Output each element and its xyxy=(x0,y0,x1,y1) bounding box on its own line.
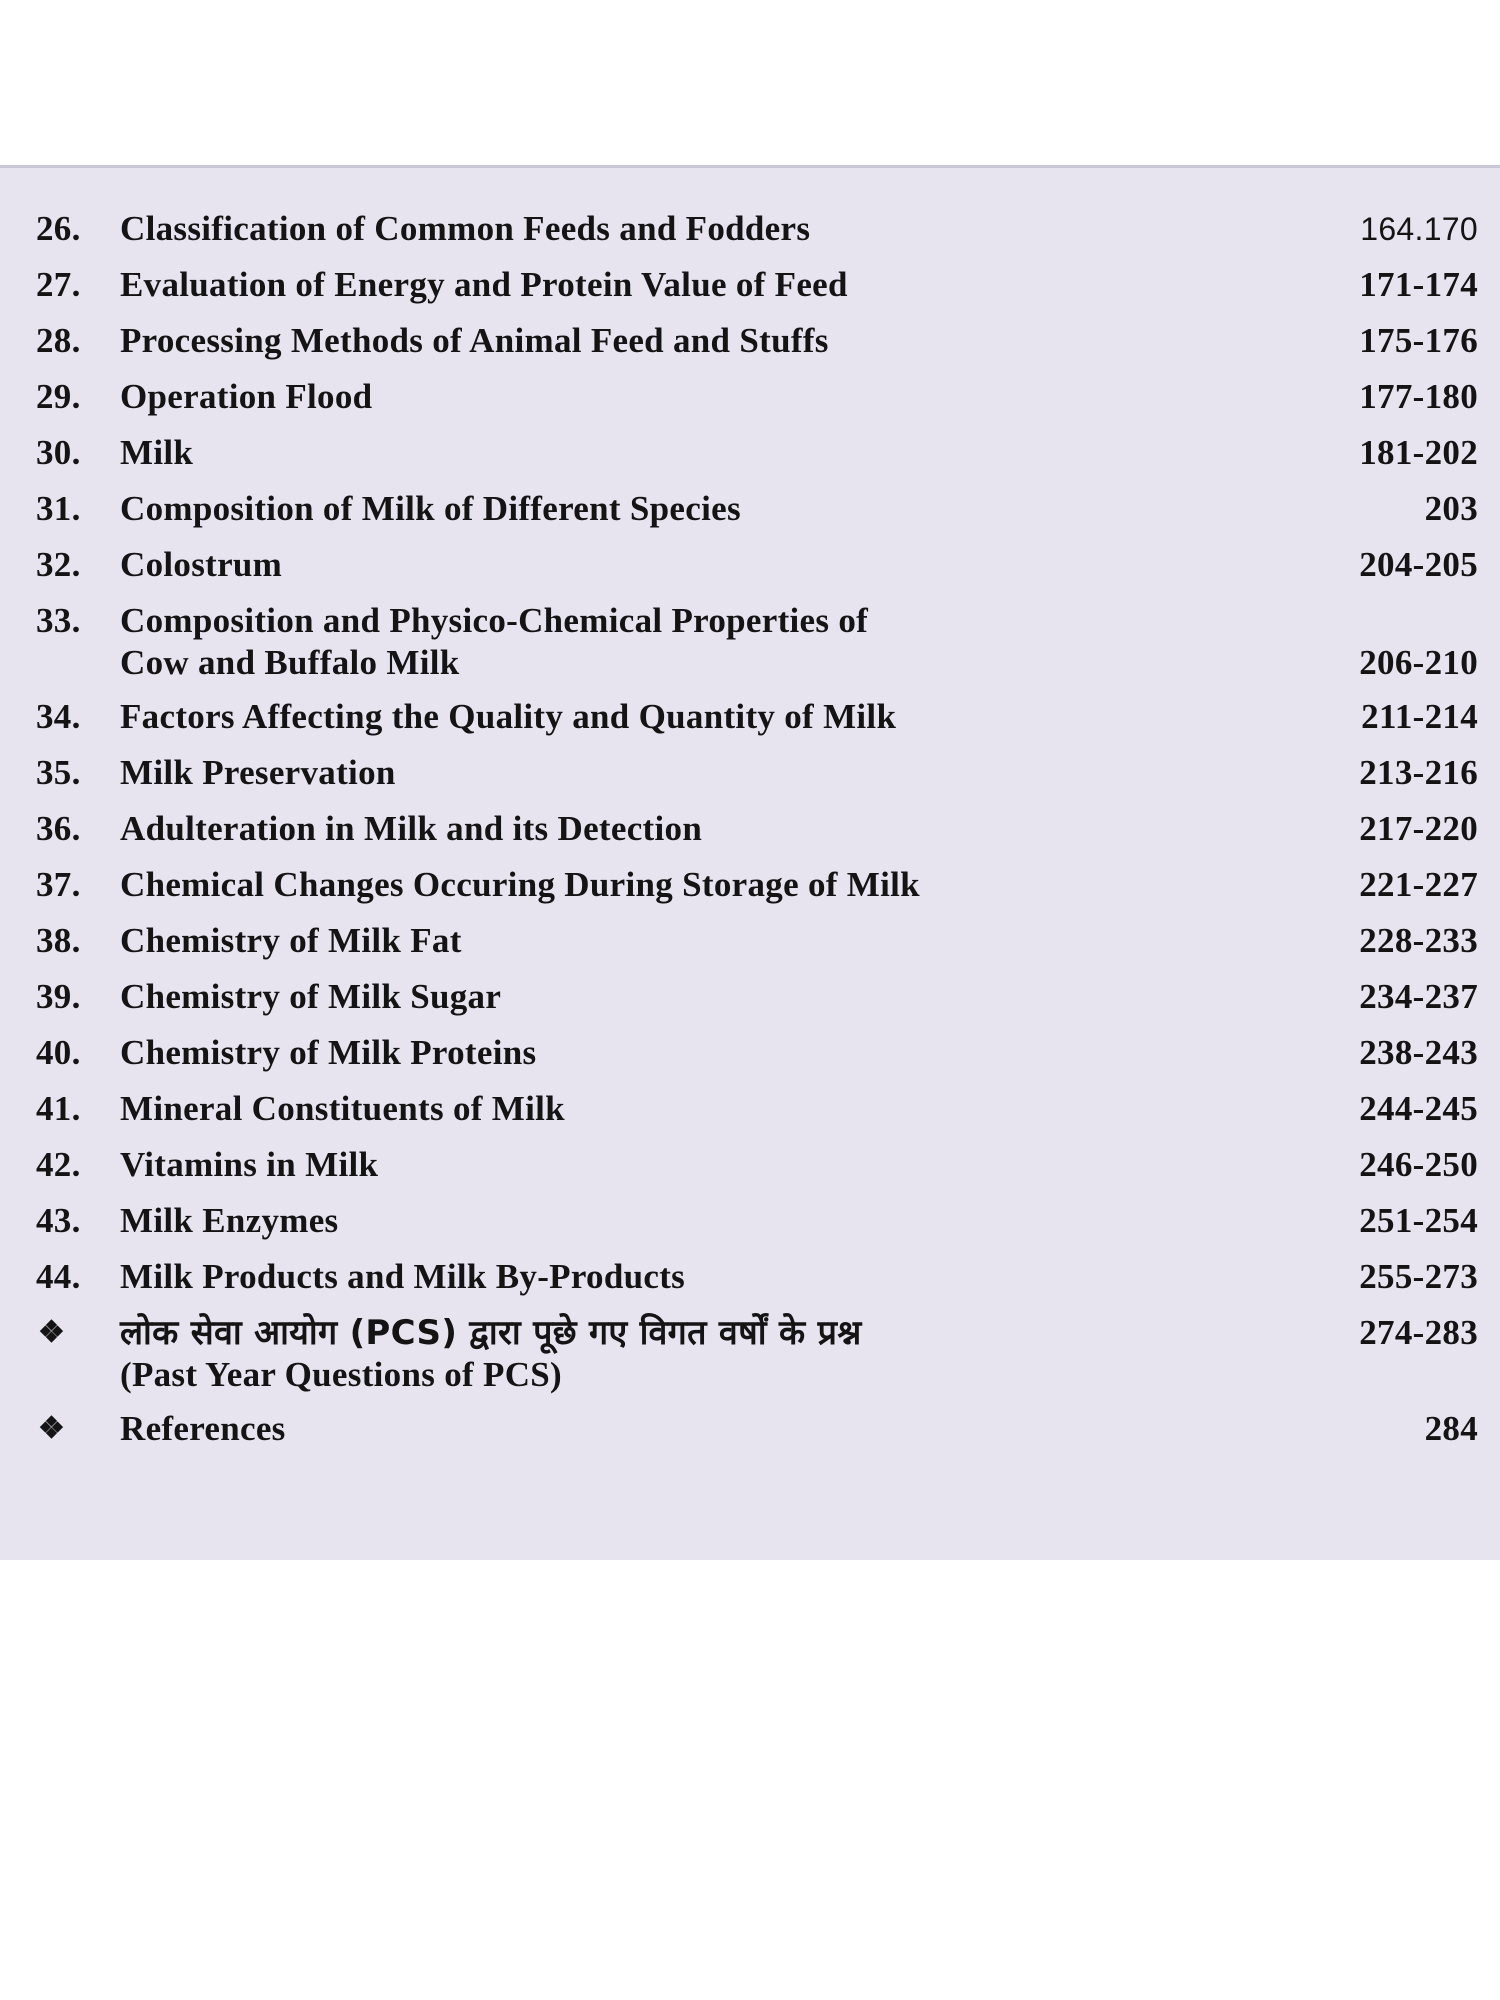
entry-pages: 274-283 xyxy=(1359,1313,1478,1352)
entry-title-english: (Past Year Questions of PCS) xyxy=(120,1355,562,1394)
entry-pages: 181-202 xyxy=(1359,433,1478,472)
entry-number: 43. xyxy=(36,1201,81,1240)
entry-pages: 255-273 xyxy=(1359,1257,1478,1296)
entry-title: Chemistry of Milk Proteins xyxy=(120,1033,537,1072)
toc-entry-36 xyxy=(0,808,1500,864)
entry-title: Evaluation of Energy and Protein Value of Feed xyxy=(120,265,848,304)
toc-entry-37 xyxy=(0,864,1500,920)
entry-pages: 234-237 xyxy=(1359,977,1478,1016)
entry-pages: 238-243 xyxy=(1359,1033,1478,1072)
diamond-bullet-icon: ❖ xyxy=(38,1316,66,1349)
toc-entry-35 xyxy=(0,752,1500,808)
toc-entry-26 xyxy=(0,208,1500,264)
entry-number: 39. xyxy=(36,977,81,1016)
toc-entry-42 xyxy=(0,1144,1500,1200)
entry-number: 29. xyxy=(36,377,81,416)
entry-title: Adulteration in Milk and its Detection xyxy=(120,809,703,848)
entry-pages: 251-254 xyxy=(1359,1201,1478,1240)
entry-number: 41. xyxy=(36,1089,81,1128)
entry-pages: 206-210 xyxy=(1359,643,1478,682)
entry-title: References xyxy=(120,1409,286,1448)
entry-title-line-1: Composition and Physico-Chemical Properties of xyxy=(120,601,869,640)
entry-number: 40. xyxy=(36,1033,81,1072)
diamond-bullet-icon: ❖ xyxy=(38,1412,66,1445)
toc-entry-pcs-questions xyxy=(0,1312,1500,1408)
entry-number: 42. xyxy=(36,1145,81,1184)
entry-title: Milk Enzymes xyxy=(120,1201,339,1240)
entry-number: 35. xyxy=(36,753,81,792)
entry-title: Factors Affecting the Quality and Quantity of Milk xyxy=(120,697,897,736)
entry-number: 31. xyxy=(36,489,81,528)
entry-pages: 211-214 xyxy=(1361,697,1478,736)
entry-title-line-2: Cow and Buffalo Milk xyxy=(120,643,460,682)
entry-number: 33. xyxy=(36,601,81,640)
entry-title xyxy=(120,600,1180,684)
entry-pages: 228-233 xyxy=(1359,921,1478,960)
entry-pages: 244-245 xyxy=(1359,1089,1478,1128)
entry-title: Operation Flood xyxy=(120,377,373,416)
entry-pages: 213-216 xyxy=(1359,753,1478,792)
entry-number: 28. xyxy=(36,321,81,360)
toc-entry-30 xyxy=(0,432,1500,488)
entry-title: Classification of Common Feeds and Fodders xyxy=(120,209,811,248)
toc-entry-32 xyxy=(0,544,1500,600)
entry-number: 30. xyxy=(36,433,81,472)
entry-pages: 164.170 xyxy=(1360,211,1478,247)
toc-entry-29 xyxy=(0,376,1500,432)
entry-pages: 246-250 xyxy=(1359,1145,1478,1184)
entry-number: 26. xyxy=(36,209,81,248)
entry-number: 44. xyxy=(36,1257,81,1296)
entry-pages: 175-176 xyxy=(1359,321,1478,360)
entry-title: Milk Products and Milk By-Products xyxy=(120,1257,686,1296)
table-of-contents xyxy=(0,208,1500,1464)
toc-entry-39 xyxy=(0,976,1500,1032)
entry-title: Mineral Constituents of Milk xyxy=(120,1089,565,1128)
scanned-page xyxy=(0,165,1500,1560)
entry-pages: 171-174 xyxy=(1359,265,1478,304)
toc-entry-44 xyxy=(0,1256,1500,1312)
entry-title: Milk Preservation xyxy=(120,753,396,792)
toc-entry-28 xyxy=(0,320,1500,376)
toc-entry-31 xyxy=(0,488,1500,544)
entry-title: Vitamins in Milk xyxy=(120,1145,379,1184)
entry-number: 37. xyxy=(36,865,81,904)
toc-entry-33 xyxy=(0,600,1500,696)
entry-pages: 203 xyxy=(1424,489,1478,528)
entry-title: Colostrum xyxy=(120,545,283,584)
entry-number: 36. xyxy=(36,809,81,848)
entry-title: Chemistry of Milk Sugar xyxy=(120,977,502,1016)
toc-entry-38 xyxy=(0,920,1500,976)
entry-number: 34. xyxy=(36,697,81,736)
toc-entry-43 xyxy=(0,1200,1500,1256)
entry-number: 32. xyxy=(36,545,81,584)
entry-title: Chemical Changes Occuring During Storage of Milk xyxy=(120,865,920,904)
entry-number: 38. xyxy=(36,921,81,960)
entry-pages: 221-227 xyxy=(1359,865,1478,904)
toc-entry-references xyxy=(0,1408,1500,1464)
entry-title: Processing Methods of Animal Feed and Stuffs xyxy=(120,321,829,360)
entry-title-hindi: लोक सेवा आयोग (PCS) द्वारा पूछे गए विगत वर्षों के प्रश्न xyxy=(120,1313,862,1353)
entry-title: Milk xyxy=(120,433,194,472)
entry-title: Chemistry of Milk Fat xyxy=(120,921,462,960)
entry-title: Composition of Milk of Different Species xyxy=(120,489,741,528)
toc-entry-40 xyxy=(0,1032,1500,1088)
entry-title xyxy=(120,1312,1180,1396)
entry-pages: 177-180 xyxy=(1359,377,1478,416)
entry-pages: 217-220 xyxy=(1359,809,1478,848)
entry-pages: 284 xyxy=(1424,1409,1478,1448)
toc-entry-27 xyxy=(0,264,1500,320)
entry-number: 27. xyxy=(36,265,81,304)
toc-entry-34 xyxy=(0,696,1500,752)
toc-entry-41 xyxy=(0,1088,1500,1144)
entry-pages: 204-205 xyxy=(1359,545,1478,584)
